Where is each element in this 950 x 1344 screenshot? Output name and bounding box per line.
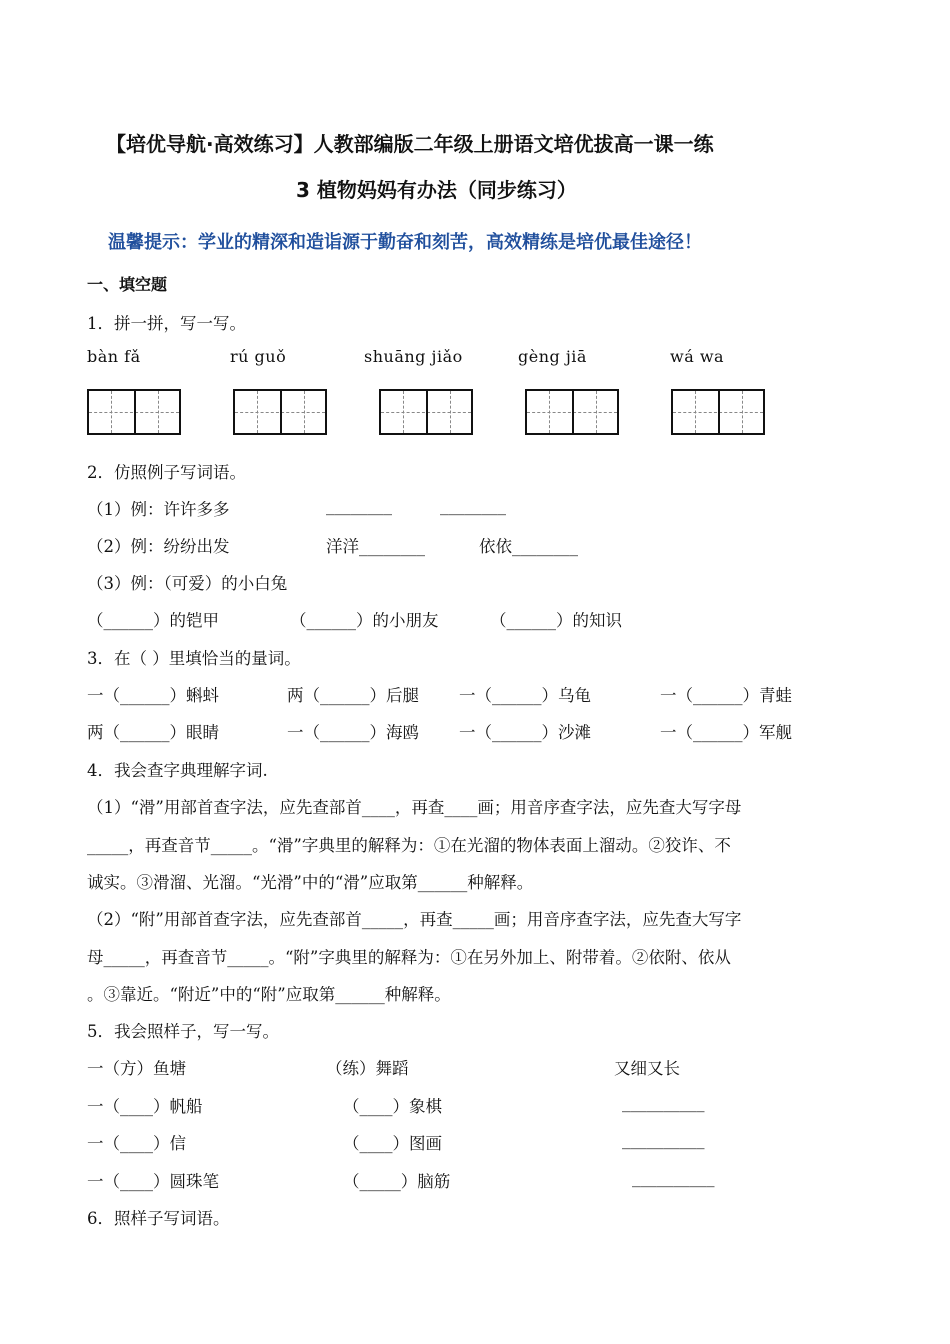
q4-part2-line3: 。③靠近。“附近”中的“附”应取第______种解释。 (87, 985, 451, 1004)
q3-item[interactable]: 一（______）军舰 (660, 723, 792, 742)
question-1-title: 1．拼一拼，写一写。 (87, 314, 246, 333)
writing-grid-1[interactable] (87, 389, 181, 435)
q3-item[interactable]: 一（______）蝌蚪 (87, 686, 219, 705)
pinyin-2: rú guǒ (230, 347, 287, 366)
writing-grid-5[interactable] (671, 389, 765, 435)
question-3-title: 3．在（ ）里填恰当的量词。 (87, 649, 301, 668)
q5-cell[interactable]: __________ (622, 1130, 705, 1149)
q3-item[interactable]: 一（______）沙滩 (459, 723, 591, 742)
q5-cell[interactable]: __________ (632, 1168, 715, 1187)
q5-cell[interactable]: （____）图画 (343, 1134, 442, 1153)
q5-cell[interactable]: 一（____）圆珠笔 (87, 1172, 219, 1191)
q5-cell: 一（方）鱼塘 (87, 1059, 186, 1078)
question-5-title: 5．我会照样子，写一写。 (87, 1022, 279, 1041)
q2-blank-4c[interactable]: （______）的知识 (490, 611, 622, 630)
q3-item[interactable]: 一（______）海鸥 (287, 723, 419, 742)
q3-item[interactable]: 一（______）青蛙 (660, 686, 792, 705)
q2-blank-4a[interactable]: （______）的铠甲 (87, 611, 219, 630)
writing-grid-4[interactable] (525, 389, 619, 435)
q4-part1-line2: _____，再查音节_____。“滑”字典里的解释为：①在光溜的物体表面上溜动。②狡诈、不 (87, 836, 731, 855)
question-4-title: 4．我会查字典理解字词. (87, 761, 268, 780)
q3-item[interactable]: 一（______）乌龟 (459, 686, 591, 705)
q4-part2-line2: 母_____，再查音节_____。“附”字典里的解释为：①在另外加上、附带着。②依附、依从 (87, 948, 731, 967)
pinyin-5: wá wa (670, 347, 725, 366)
q5-cell[interactable]: __________ (622, 1093, 705, 1112)
q2-blank-2b[interactable]: 依依________ (479, 537, 578, 556)
q4-part1-line1: （1）“滑”用部首查字法，应先查部首____，再查____画；用音序查字法，应先查大写字母 (87, 798, 742, 817)
q5-cell: （练）舞蹈 (326, 1059, 409, 1078)
q5-cell: 又细又长 (614, 1059, 680, 1078)
question-6-title: 6．照样子写词语。 (87, 1209, 230, 1228)
q5-cell[interactable]: 一（____）帆船 (87, 1097, 203, 1116)
lesson-title: 3 植物妈妈有办法（同步练习） (296, 178, 577, 202)
q2-blank-1a[interactable]: ________ (326, 496, 392, 515)
writing-grid-2[interactable] (233, 389, 327, 435)
q3-item[interactable]: 两（______）眼睛 (87, 723, 219, 742)
writing-grid-3[interactable] (379, 389, 473, 435)
q4-part2-line1: （2）“附”用部首查字法，应先查部首_____，再查_____画；用音序查字法，应先查大写字 (87, 910, 742, 929)
q5-cell[interactable]: 一（____）信 (87, 1134, 186, 1153)
pinyin-4: gèng jiā (518, 347, 587, 366)
q2-blank-1b[interactable]: ________ (440, 496, 506, 515)
q2-example-2: （2）例：纷纷出发 (87, 537, 230, 556)
q2-blank-2a[interactable]: 洋洋________ (326, 537, 425, 556)
tip-banner: 温馨提示：学业的精深和造诣源于勤奋和刻苦，高效精练是培优最佳途径！ (108, 232, 702, 253)
q2-example-3: （3）例：（可爱）的小白兔 (87, 574, 288, 593)
q3-item[interactable]: 两（______）后腿 (287, 686, 419, 705)
pinyin-1: bàn fǎ (87, 347, 141, 366)
q2-blank-4b[interactable]: （______）的小朋友 (290, 611, 439, 630)
pinyin-3: shuāng jiǎo (364, 347, 463, 366)
section-heading: 一、填空题 (87, 275, 168, 294)
q2-example-1: （1）例：许许多多 (87, 500, 230, 519)
q5-cell[interactable]: （____）象棋 (343, 1097, 442, 1116)
q5-cell[interactable]: （_____）脑筋 (343, 1172, 451, 1191)
q4-part1-line3: 诚实。③滑溜、光溜。“光滑”中的“滑”应取第______种解释。 (87, 873, 534, 892)
question-2-title: 2．仿照例子写词语。 (87, 463, 246, 482)
document-title: 【培优导航·高效练习】人教部编版二年级上册语文培优拔高一课一练 (106, 132, 714, 156)
